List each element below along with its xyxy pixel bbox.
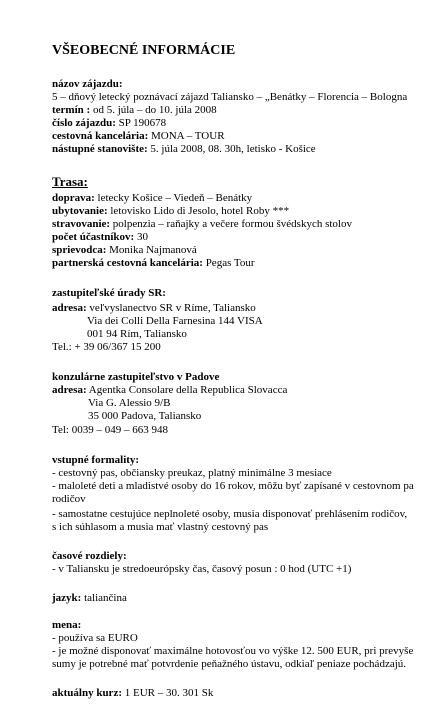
mena-line1: - používa sa EURO: [52, 632, 138, 644]
urady-adresa-line1: veľvyslanectvo SR v Ríme, Taliansko: [89, 302, 256, 314]
kurz-row: [52, 687, 213, 700]
jazyk-value: taliančina: [84, 592, 127, 604]
urady-adresa-line3: 001 94 Rím, Taliansko: [87, 328, 187, 340]
ubytovanie-row: [52, 205, 289, 218]
padova-heading: konzulárne zastupiteľstvo v Padove: [52, 371, 220, 383]
formality-heading: vstupné formality:: [52, 454, 140, 466]
kurz-value: 1 EUR – 30. 301 Sk: [124, 687, 214, 699]
formality-line2: - maloleté deti a mladistvé osoby do 16 rokov, môžu byť zapísané v cestovnom pa: [52, 480, 414, 492]
kancelaria-value: MONA – TOUR: [150, 130, 225, 142]
nastup-row: [52, 143, 316, 156]
doprava-value: letecky Košice – Viedeň – Benátky: [97, 192, 253, 204]
urady-heading: zastupiteľské úrady SR:: [52, 287, 166, 299]
jazyk-row: [52, 592, 127, 605]
padova-tel: Tel: 0039 – 049 – 663 948: [52, 424, 168, 436]
stravovanie-row: [52, 218, 352, 231]
padova-adresa-row: [52, 384, 287, 397]
doprava-row: [52, 192, 252, 205]
jazyk-label: jazyk:: [52, 592, 82, 604]
formality-line4: - samostatne cestujúce neplnoleté osoby, musia disponovať prehlásením rodičov,: [52, 508, 408, 520]
ubytovanie-value: letovisko Lido di Jesolo, hotel Roby ***: [110, 205, 290, 217]
formality-line1: - cestovný pas, občiansky preukaz, platný minimálne 3 mesiace: [52, 467, 332, 479]
padova-adresa-line3: 35 000 Padova, Taliansko: [88, 410, 202, 422]
termin-row: [52, 104, 217, 117]
stravovanie-value: polpenzia – raňajky a večere formou švédskych stolov: [112, 218, 352, 230]
mena-heading: mena:: [52, 619, 82, 631]
partner-value: Pegas Tour: [205, 257, 255, 269]
cas-heading: časové rozdiely:: [52, 550, 127, 562]
doprava-label: doprava:: [52, 192, 95, 204]
pocet-label: počet účastníkov:: [52, 231, 135, 243]
termin-value: od 5. júla – do 10. júla 2008: [92, 104, 217, 116]
trasa-heading: Trasa:: [52, 174, 88, 189]
sprievodca-label: sprievodca:: [52, 244, 107, 256]
sprievodca-row: [52, 244, 197, 257]
cislo-label: číslo zájazdu:: [52, 117, 116, 129]
page-title: VŠEOBECNÉ INFORMÁCIE: [52, 43, 236, 58]
padova-adresa-line2: Via G. Alessio 9/B: [88, 397, 171, 409]
padova-adresa-line1: Agentka Consolare della Republica Slovacca: [88, 384, 288, 396]
nastup-value: 5. júla 2008, 08. 30h, letisko - Košice: [150, 143, 316, 155]
nazov-label: názov zájazdu:: [52, 78, 123, 90]
ubytovanie-label: ubytovanie:: [52, 205, 108, 217]
cislo-value: SP 190678: [118, 117, 167, 129]
nastup-label: nástupné stanovište:: [52, 143, 148, 155]
kurz-label: aktuálny kurz:: [52, 687, 122, 699]
urady-adresa-row: [52, 302, 256, 315]
padova-adresa-label: adresa:: [52, 384, 87, 396]
partner-row: [52, 257, 255, 270]
nazov-value: 5 – dňový letecký poznávací zájazd Taliansko – „Benátky – Florencia – Bologna: [52, 91, 408, 103]
urady-tel: Tel.: + 39 06/367 15 200: [52, 341, 161, 353]
pocet-row: [52, 231, 148, 244]
cislo-row: [52, 117, 166, 130]
stravovanie-label: stravovanie:: [52, 218, 111, 230]
pocet-value: 30: [136, 231, 148, 243]
partner-label: partnerská cestovná kancelária:: [52, 257, 203, 269]
urady-adresa-line2: Via dei Colli Della Farnesina 144 VISA: [87, 315, 263, 327]
kancelaria-label: cestovná kancelária:: [52, 130, 149, 142]
formality-line3: rodičov: [52, 493, 86, 505]
cas-line1: - v Taliansku je stredoeurópsky čas, časový posun : 0 hod (UTC +1): [52, 563, 352, 575]
mena-line2: - je možné disponovať maximálne hotovosťou vo výške 12. 500 EUR, pri prevyše: [52, 645, 414, 657]
sprievodca-value: Monika Najmanová: [109, 244, 197, 256]
kancelaria-row: [52, 130, 225, 143]
termin-label: termín :: [52, 104, 91, 116]
formality-line5: s ich súhlasom a musia mať vlastný cestovný pas: [52, 521, 269, 533]
urady-adresa-label: adresa:: [52, 302, 87, 314]
mena-line3: sumy je potrebné mať potvrdenie peňažného ústavu, odkiaľ peniaze pochádzajú.: [52, 658, 407, 670]
